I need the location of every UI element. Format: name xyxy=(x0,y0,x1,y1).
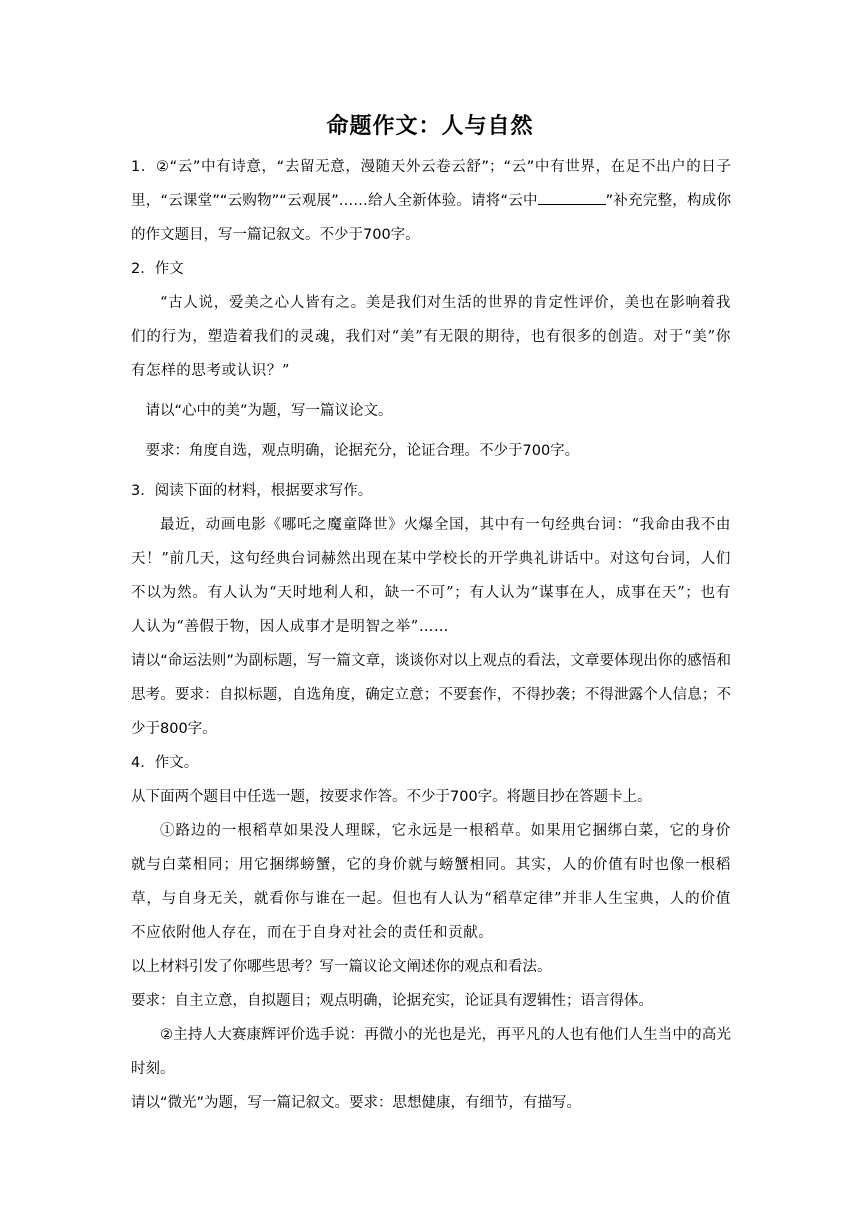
question-4-intro: 从下面两个题目中任选一题，按要求作答。不少于700字。将题目抄在答题卡上。 xyxy=(131,789,652,805)
question-4-heading: 4．作文。 xyxy=(131,755,199,771)
question-1-text-before-blank: 1．②“云”中有诗意，“去留无意，漫随天外云卷云舒”；“云”中有世界，在足不出户的日子里，“云课堂”“云购物”“云观展”……给人全新体验。请将“云中 xyxy=(131,159,731,209)
question-4-option-1: ①路边的一根稻草如果没人理睬，它永远是一根稻草。如果用它捆绑白菜，它的身价就与白菜相同；用它捆绑螃蟹，它的身价就与螃蟹相同。其实，人的价值有时也像一根稻草，与自身无关，就看你与谁在一起。但也有人认为“稻草定律”并非人生宝典，人的价值不应依附他人存在，而在于自身对社会的责任和贡献。 xyxy=(131,823,731,941)
question-2-instruction: 请以“心中的美”为题，写一篇议论文。 xyxy=(145,403,393,419)
question-4-option-1-requirements: 要求：自主立意，自拟题目；观点明确，论据充实，论证具有逻辑性；语言得体。 xyxy=(131,993,653,1009)
question-4-option-2-task: 请以“微光”为题，写一篇记叙文。要求：思想健康，有细节，有描写。 xyxy=(131,1095,582,1111)
document-title: 命题作文：人与自然 xyxy=(326,114,534,139)
question-1 xyxy=(131,150,731,252)
document-body xyxy=(131,150,731,1120)
question-3-instruction: 请以“命运法则”为副标题，写一篇文章，谈谈你对以上观点的看法，文章要体现出你的感悟和思考。要求：自拟标题，自选角度，确定立意；不要套作，不得抄袭；不得泄露个人信息；不少于800字。 xyxy=(131,653,731,737)
fill-in-blank-line xyxy=(538,190,606,205)
question-4-option-1-task: 以上材料引发了你哪些思考？写一篇议论文阐述你的观点和看法。 xyxy=(131,959,552,975)
question-2-requirements: 要求：角度自选，观点明确，论据充分，论证合理。不少于700字。 xyxy=(145,443,580,459)
question-3-heading: 3．阅读下面的材料，根据要求写作。 xyxy=(131,483,373,499)
question-1-text-after-blank: ”补充完整，构成你的作文题目，写一篇记叙文。不少于700字。 xyxy=(131,193,731,243)
question-4-option-2: ②主持人大赛康辉评价选手说：再微小的光也是光，再平凡的人也有他们人生当中的高光时刻。 xyxy=(131,1027,731,1077)
question-2-heading: 2．作文 xyxy=(131,261,184,277)
question-3-material: 最近，动画电影《哪吒之魔童降世》火爆全国，其中有一句经典台词：“我命由我不由天！”前几天，这句经典台词赫然出现在某中学校长的开学典礼讲话中。对这句台词，人们不以为然。有人认为“天时地利人和，缺一不可”；有人认为“谋事在人，成事在天”；也有人认为“善假于物，因人成事才是明智之举”…… xyxy=(131,517,731,635)
question-2-quote: “古人说，爱美之心人皆有之。美是我们对生活的世界的肯定性评价，美也在影响着我们的行为，塑造着我们的灵魂，我们对“美”有无限的期待，也有很多的创造。对于“美”你有怎样的思考或认识？” xyxy=(131,295,731,379)
